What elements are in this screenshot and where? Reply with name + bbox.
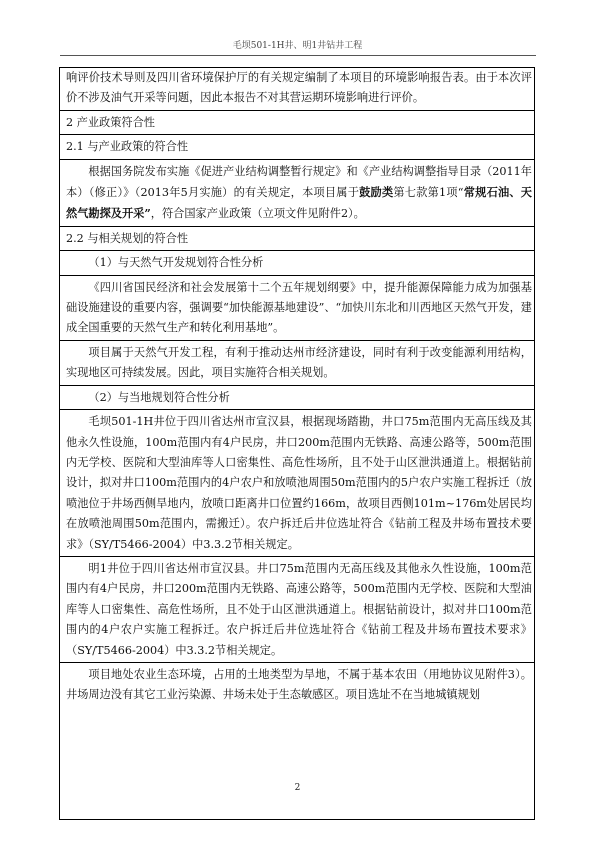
header-rule [60, 55, 536, 56]
gas-plan-paragraph-2: 项目属于天然气开发工程，有利于推动达州市经济建设，同时有利于改变能源利用结构，实现地区可持续发展。因此，项目实施符合相关规划。 [66, 345, 532, 380]
section-divider [59, 110, 535, 111]
policy-text-e: ，符合国家产业政策（立项文件见附件2）。 [150, 207, 365, 221]
page-number: 2 [294, 783, 301, 793]
section-divider [59, 275, 535, 276]
running-header: 毛坝501-1H井、明1井钻井工程 [232, 41, 363, 51]
section-divider [59, 556, 535, 557]
intro-paragraph: 响评价技术导则及四川省环境保护厅的有关规定编制了本项目的环境影响报告表。由于本次评价不涉及油气开采等问题，因此本报告不对其营运期环境影响进行评价。 [66, 71, 532, 105]
policy-text-a: 根据国务院发布实施《促进产业结构调整暂行规定》和《产业结构调整指导目录（2011年本）（修正）》（2013年5月实施）的有关规定，本项目属于 [66, 164, 532, 200]
section-divider [59, 134, 535, 135]
policy-item-oil-gas: 常规石油、天然气勘探及开采” [66, 185, 532, 221]
local-plan-paragraph-well-ming1: 明1井位于四川省达州市宣汉县。井口75m范围内无高压线及其他永久性设施，100m范围内有4户民房，井口200m范围内无铁路、高速公路等，500m范围内无学校、医院和大型油库等人口密集性、高危性场所，且不处于山区泄洪通道上。根据钻前设计，拟对井口100m范围内的4户农户实施工程拆迁。农户拆迁后井位选址符合《钻前工程及井场布置技术要求》（SY/T5466-2004）中3.3.2节相关规定。 [66, 561, 532, 657]
local-plan-paragraph-land: 项目地处农业生态环境，占用的土地类型为旱地，不属于基本农田（用地协议见附件3）。井场周边没有其它工业污染源、井场未处于生态敏感区。项目选址不在当地城镇规划 [66, 667, 532, 702]
section-heading-2-1: 2.1 与产业政策的符合性 [66, 140, 189, 154]
section-divider [59, 250, 535, 251]
section-divider [59, 226, 535, 227]
section-divider [59, 409, 535, 410]
section-divider [59, 662, 535, 663]
section-divider [59, 385, 535, 386]
policy-text-c: 第七款第1项“ [393, 186, 464, 200]
local-plan-paragraph-well-501: 毛坝501-1H井位于四川省达州市宣汉县，根据现场踏勘，井口75m范围内无高压线及其他永久性设施，100m范围内有4户民房，井口200m范围内无铁路、高速公路等，500m范围内无学校、医院和大型油库等人口密集性、高危性场所，且不处于山区泄洪通道上。根据钻前设计，拟对井口100m范围内的4户农户和放喷池周围50m范围内的5户农户实施工程拆迁（放喷池位于井场西侧旱地内，放喷口距离井口位置约166m，故项目西侧101m~176m处居民均在放喷池周围50m范围内，需搬迁）。农户拆迁后井位选址符合《钻前工程及井场布置技术要求》（SY/T5466-2004）中3.3.2节相关规定。 [66, 415, 532, 551]
section-divider [59, 340, 535, 341]
section-heading-2-2: 2.2 与相关规划的符合性 [66, 231, 189, 245]
industrial-policy-paragraph [66, 162, 532, 225]
policy-category-encouraged: 鼓励类 [359, 185, 394, 200]
subheading-local-plan: （2）与当地规划符合性分析 [88, 390, 230, 404]
gas-plan-paragraph-1: 《四川省国民经济和社会发展第十二个五年规划纲要》中，提升能源保障能力成为加强基础设施建设的重要内容，强调要“加快能源基地建设”、“加快川东北和川西地区天然气开发，建成全国重要的天然气生产和转化利用基地”。 [66, 280, 532, 335]
subheading-gas-plan: （1）与天然气开发规划符合性分析 [88, 256, 264, 270]
page-body [66, 68, 532, 706]
section-heading-2: 2 产业政策符合性 [66, 115, 155, 129]
section-divider [59, 159, 535, 160]
